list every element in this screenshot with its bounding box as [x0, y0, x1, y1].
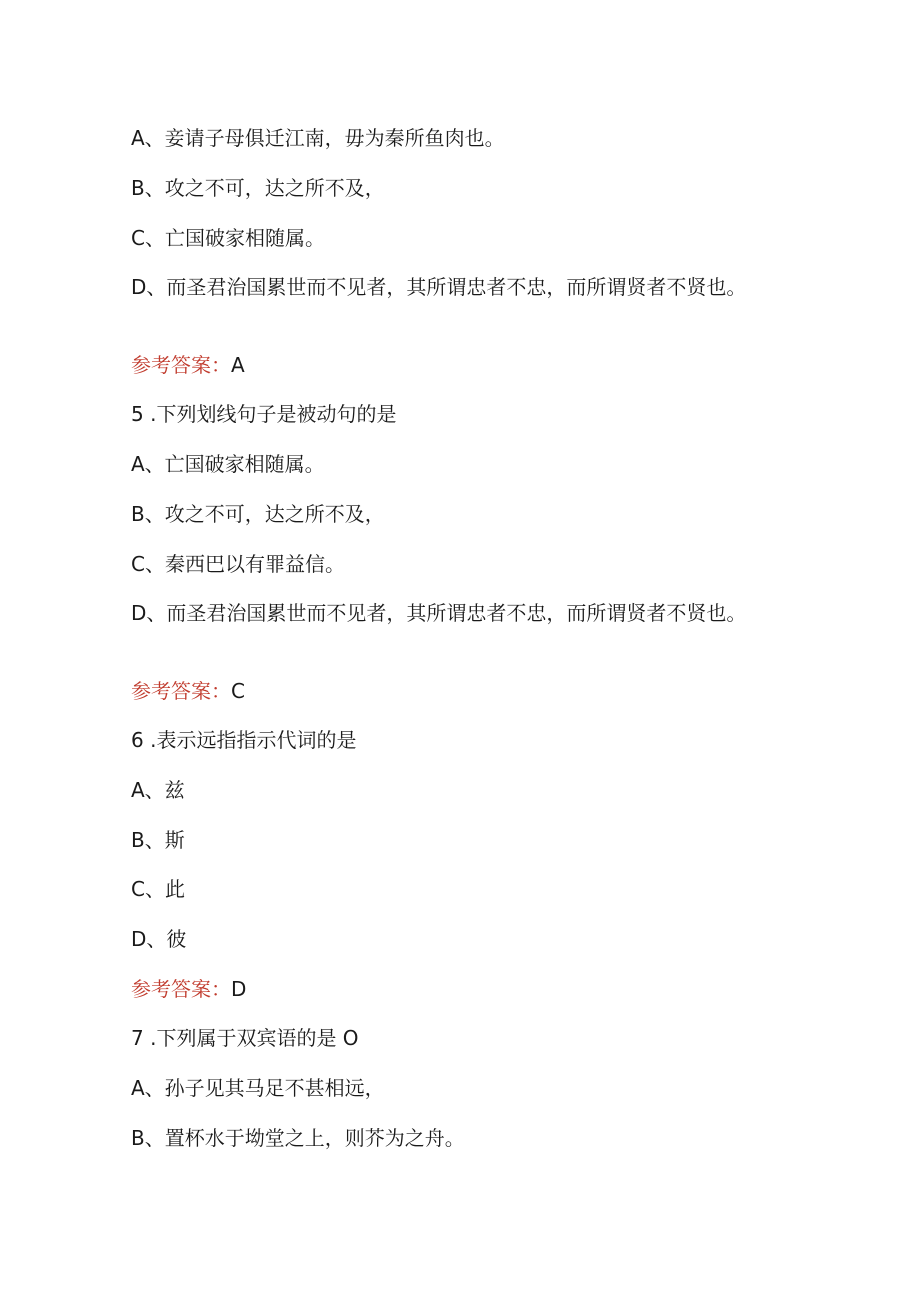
- q6-answer: [131, 975, 771, 1003]
- q7-question: 7 .下列属于双宾语的是 O: [131, 1026, 359, 1050]
- q4-answer-label: 参考答案：: [131, 353, 231, 377]
- q5-question: 5 .下列划线句子是被动句的是: [131, 402, 397, 426]
- q6-answer-value: D: [231, 977, 247, 1001]
- q6-option-b: B、斯: [131, 828, 185, 852]
- q6-option-a: A、兹: [131, 778, 185, 802]
- q4-option-a: A、妾请子母俱迁江南，毋为秦所鱼肉也。: [131, 126, 505, 150]
- q5-option-d: D、而圣君治国累世而不见者，其所谓忠者不忠，而所谓贤者不贤也。: [131, 601, 747, 625]
- q5-option-b: B、攻之不可，达之所不及，: [131, 502, 385, 526]
- q4-answer: [131, 351, 771, 379]
- q5-option-a: A、亡国破家相随属。: [131, 452, 325, 476]
- q5-answer: [131, 677, 771, 705]
- q5-answer-label: 参考答案：: [131, 679, 231, 703]
- q7-option-a: A、孙子见其马足不甚相远，: [131, 1076, 385, 1100]
- q5-answer-value: C: [231, 679, 245, 703]
- q5-option-c: C、秦西巴以有罪益信。: [131, 552, 345, 576]
- q6-option-d: D、彼: [131, 927, 187, 951]
- q6-option-c: C、此: [131, 877, 185, 901]
- q4-option-c: C、亡国破家相随属。: [131, 226, 325, 250]
- q6-answer-label: 参考答案：: [131, 977, 231, 1001]
- q4-option-b: B、攻之不可，达之所不及，: [131, 176, 385, 200]
- q7-option-b: B、置杯水于坳堂之上，则芥为之舟。: [131, 1126, 465, 1150]
- q4-answer-value: A: [231, 353, 245, 377]
- q4-option-d: D、而圣君治国累世而不见者，其所谓忠者不忠，而所谓贤者不贤也。: [131, 275, 747, 299]
- q6-question: 6 .表示远指指示代词的是: [131, 728, 357, 752]
